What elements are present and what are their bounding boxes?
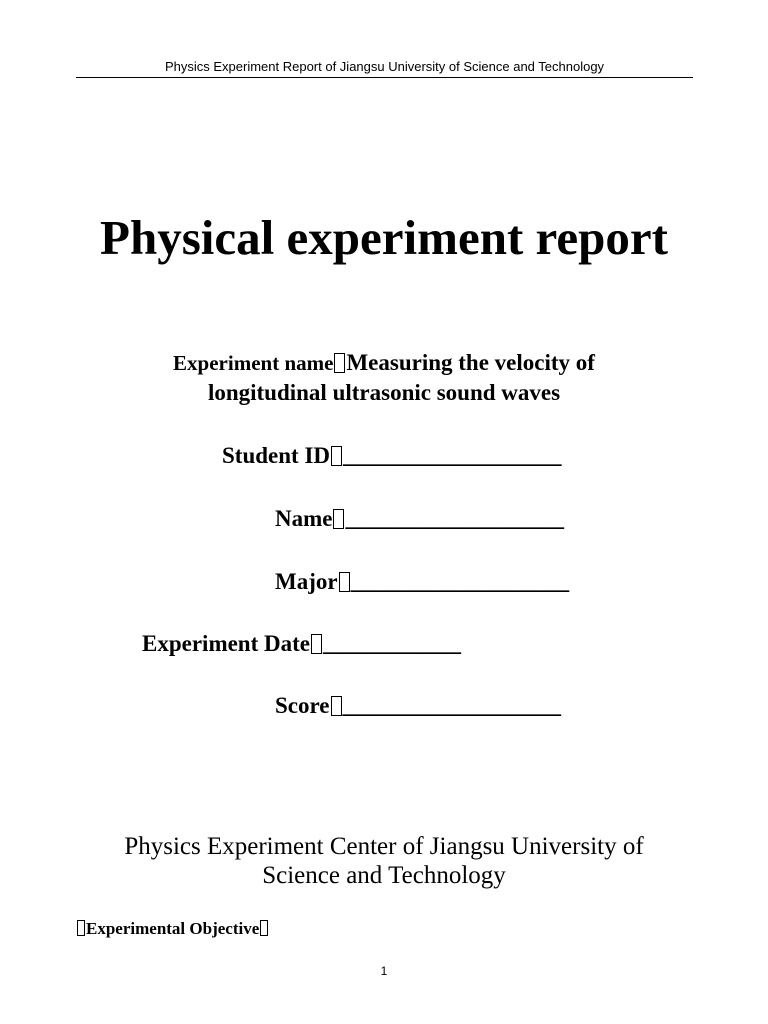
experiment-date-label: Experiment Date	[142, 631, 310, 656]
header-text: Physics Experiment Report of Jiangsu University of Science and Technology	[164, 59, 605, 74]
missing-glyph-icon	[339, 572, 350, 592]
page-title: Physical experiment report	[100, 210, 668, 265]
student-id-blank: ___________________	[343, 443, 562, 468]
experiment-date-blank: ____________	[323, 631, 461, 656]
major-blank: ___________________	[350, 569, 570, 594]
score-blank: ___________________	[342, 693, 562, 718]
center-name-line2: Science and Technology	[262, 862, 506, 889]
missing-glyph-icon	[331, 696, 342, 716]
section-heading-objective	[76, 918, 269, 940]
name-blank: ___________________	[345, 506, 564, 531]
name-label: Name	[275, 506, 333, 531]
experiment-name-block	[110, 348, 658, 408]
experiment-date-field	[142, 629, 461, 659]
score-label: Score	[275, 693, 330, 718]
student-id-field	[222, 441, 562, 471]
missing-glyph-icon	[260, 920, 268, 936]
major-label: Major	[275, 569, 338, 594]
name-field	[275, 504, 564, 534]
objective-label: Experimental Objective	[86, 919, 260, 938]
missing-glyph-icon	[334, 353, 345, 373]
experiment-name-label: Experiment name	[173, 351, 334, 375]
missing-glyph-icon	[331, 446, 342, 466]
score-field	[275, 691, 561, 721]
experiment-name-value-line1: Measuring the velocity of	[346, 350, 595, 375]
missing-glyph-icon	[311, 634, 322, 654]
major-field	[275, 567, 569, 597]
missing-glyph-icon	[333, 509, 344, 529]
page-number: 1	[380, 964, 388, 978]
student-id-label: Student ID	[222, 443, 331, 468]
experiment-center-name	[90, 832, 678, 890]
missing-glyph-icon	[77, 920, 85, 936]
page-header	[76, 58, 693, 78]
experiment-name-value-line2: longitudinal ultrasonic sound waves	[207, 380, 561, 405]
center-name-line1: Physics Experiment Center of Jiangsu University of	[124, 833, 644, 860]
